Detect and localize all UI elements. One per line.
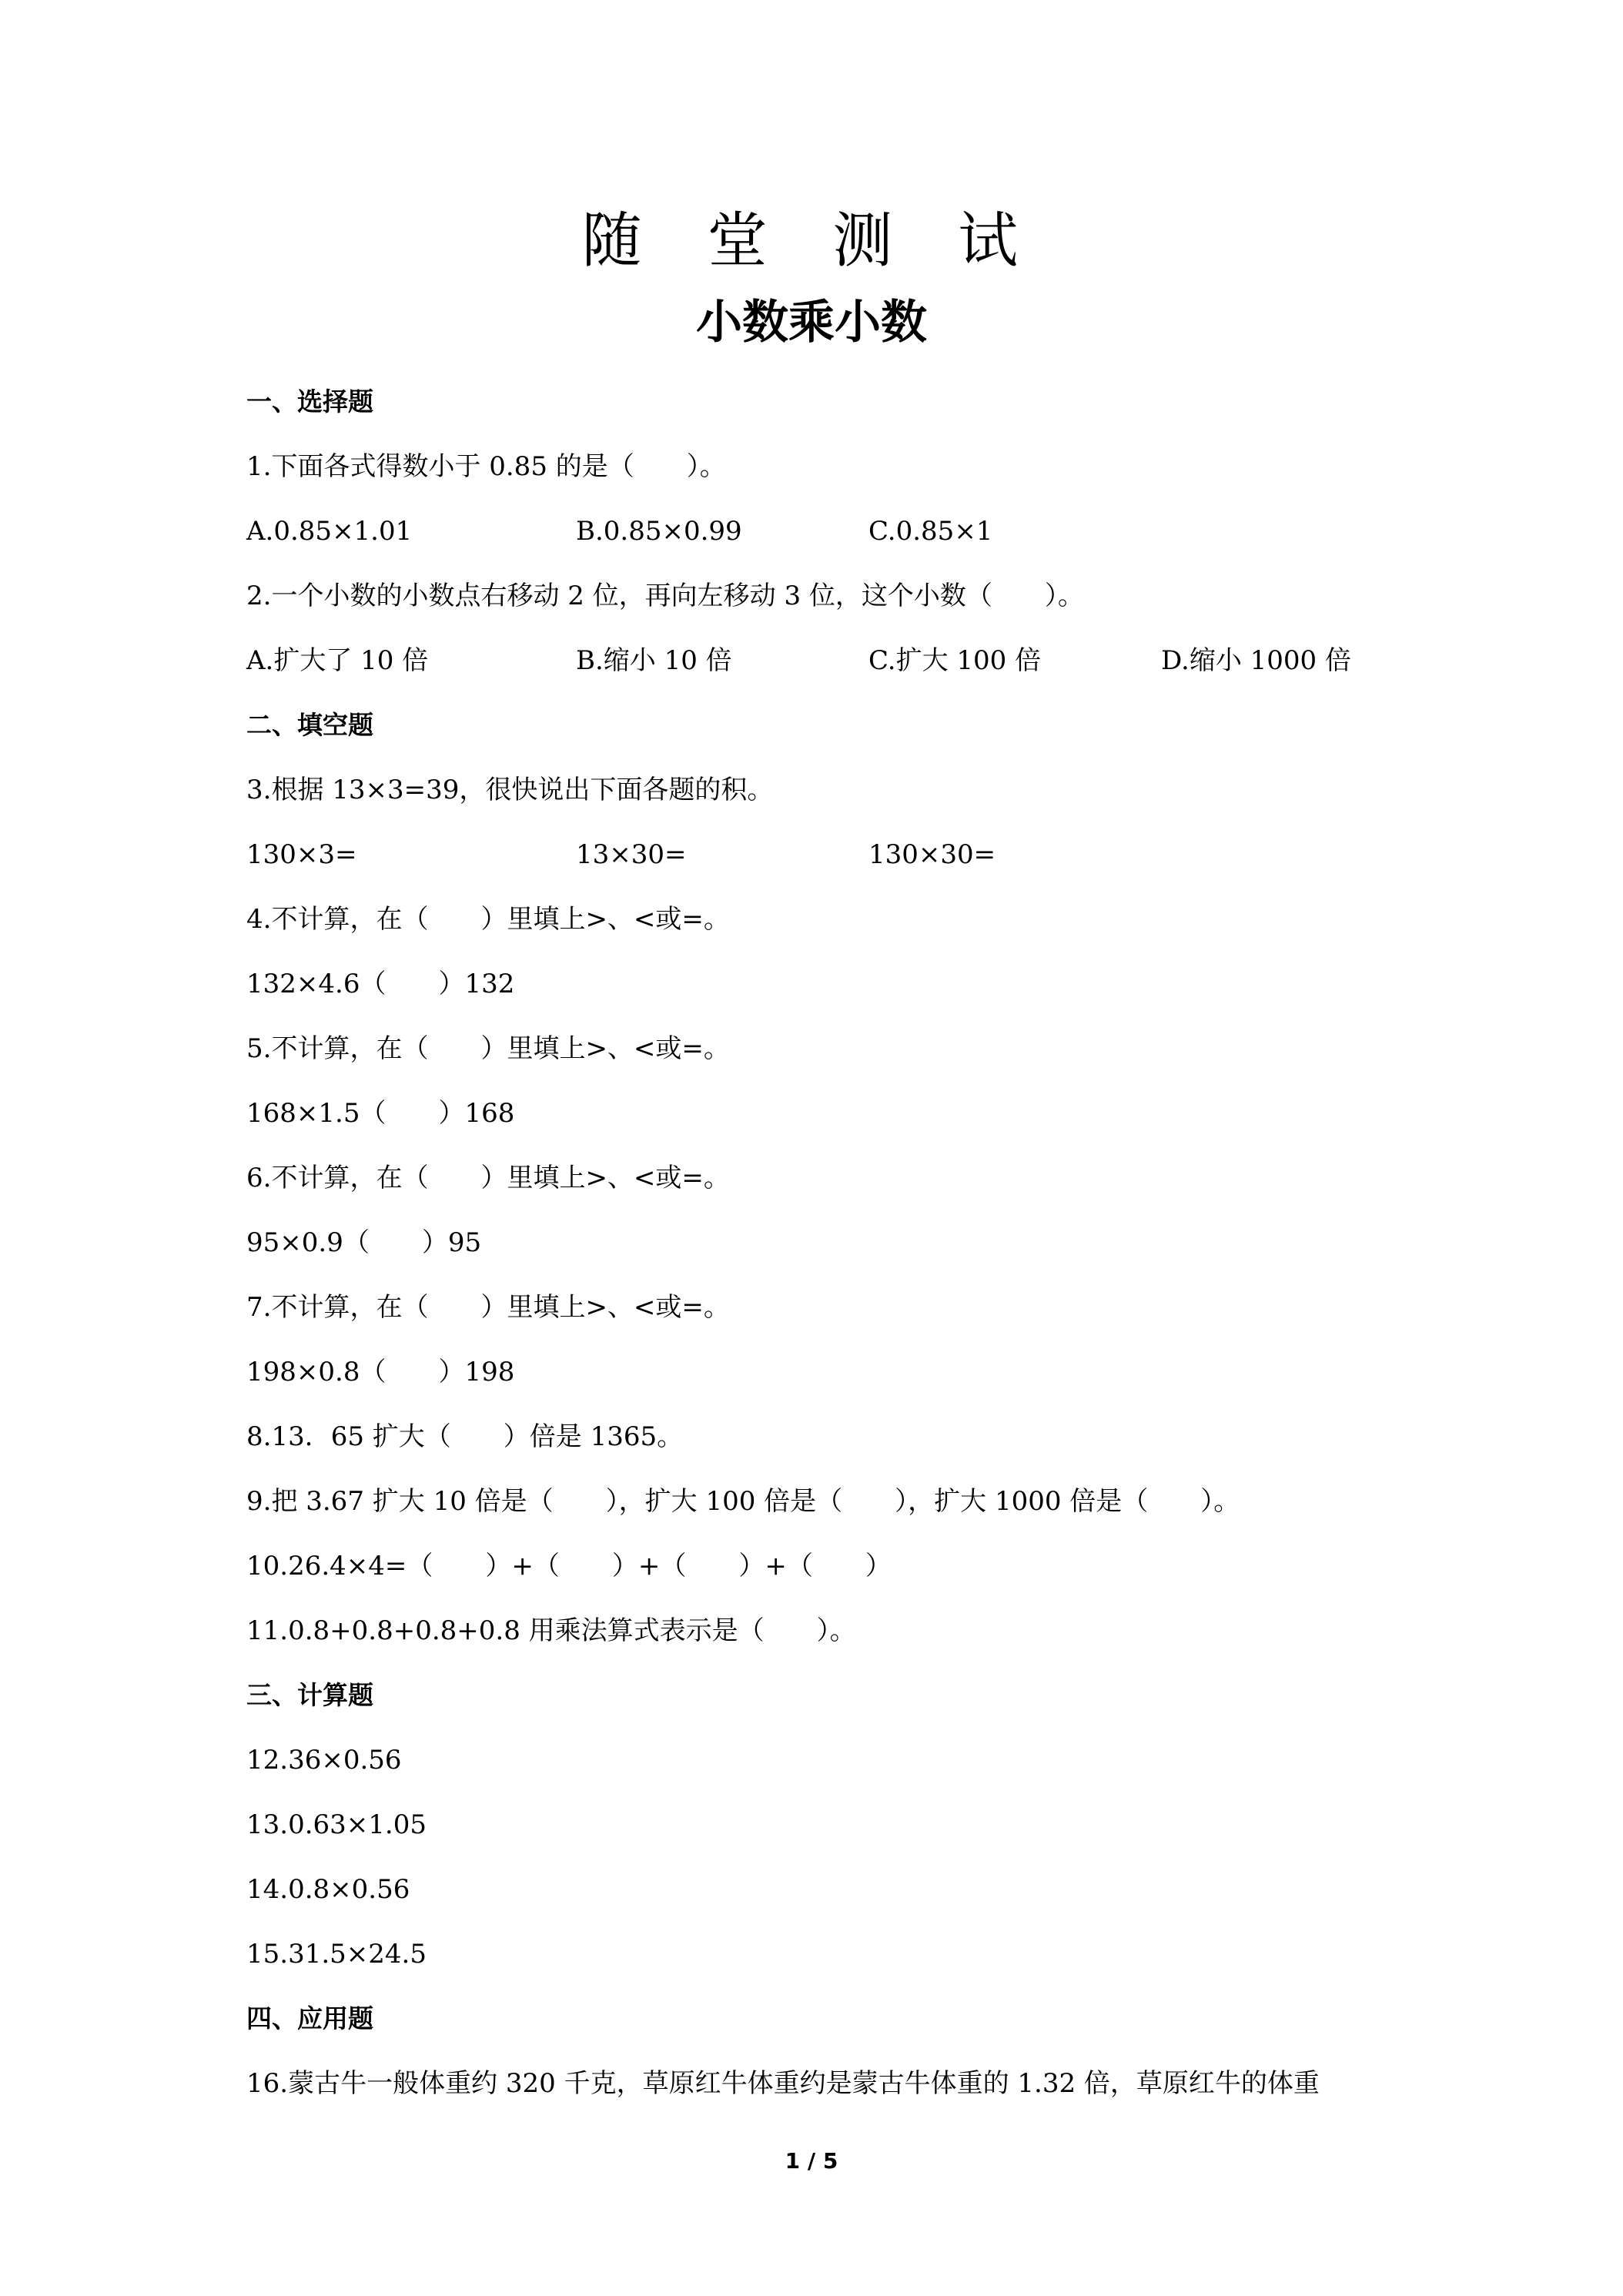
question-3-items (246, 832, 1386, 896)
question-11: 11.0.8+0.8+0.8+0.8 用乘法算式表示是（ ）。 (246, 1615, 856, 1646)
page-number: 1 / 5 (785, 2148, 838, 2174)
question-6: 6.不计算，在（ ）里填上>、<或=。 (246, 1163, 730, 1193)
question-6-expr: 95×0.9（ ）95 (246, 1227, 482, 1258)
option-a: A.0.85×1.01 (246, 516, 413, 547)
option-c: C.0.85×1 (868, 516, 993, 547)
question-7-expr: 198×0.8（ ）198 (246, 1357, 515, 1387)
question-3: 3.根据 13×3=39，很快说出下面各题的积。 (246, 775, 774, 805)
option-c: C.扩大 100 倍 (868, 645, 1042, 676)
question-13: 13.0.63×1.05 (246, 1809, 427, 1840)
question-2: 2.一个小数的小数点右移动 2 位，再向左移动 3 位，这个小数（ ）。 (246, 581, 1084, 611)
section-heading-fill: 二、填空题 (246, 710, 373, 740)
page-subtitle: 小数乘小数 (696, 296, 927, 350)
question-14: 14.0.8×0.56 (246, 1874, 410, 1905)
item-3: 130×30= (868, 839, 996, 870)
question-1-options (246, 508, 1386, 573)
option-b: B.0.85×0.99 (576, 516, 742, 547)
question-8: 8.13．65 扩大（ ）倍是 1365。 (246, 1421, 684, 1452)
question-16: 16.蒙古牛一般体重约 320 千克，草原红牛体重约是蒙古牛体重的 1.32 倍，草原红牛的体重 (246, 2068, 1320, 2099)
section-heading-application: 四、应用题 (246, 2003, 373, 2033)
question-10: 10.26.4×4=（ ）+（ ）+（ ）+（ ） (246, 1551, 892, 1581)
question-2-options (246, 638, 1386, 702)
option-d: D.缩小 1000 倍 (1161, 645, 1351, 676)
option-a: A.扩大了 10 倍 (246, 645, 429, 676)
section-heading-calc: 三、计算题 (246, 1680, 373, 1710)
question-5-expr: 168×1.5（ ）168 (246, 1098, 515, 1129)
question-12: 12.36×0.56 (246, 1745, 402, 1776)
question-9: 9.把 3.67 扩大 10 倍是（ ），扩大 100 倍是（ ），扩大 1000 倍是（ ）。 (246, 1486, 1240, 1517)
question-4: 4.不计算，在（ ）里填上>、<或=。 (246, 904, 730, 935)
question-content (246, 379, 1386, 2125)
question-1: 1.下面各式得数小于 0.85 的是（ ）。 (246, 451, 726, 482)
option-b: B.缩小 10 倍 (576, 645, 732, 676)
question-4-expr: 132×4.6（ ）132 (246, 969, 515, 999)
item-2: 13×30= (576, 839, 687, 870)
question-15: 15.31.5×24.5 (246, 1939, 427, 1970)
question-7: 7.不计算，在（ ）里填上>、<或=。 (246, 1292, 730, 1323)
question-5: 5.不计算，在（ ）里填上>、<或=。 (246, 1033, 730, 1064)
item-1: 130×3= (246, 839, 357, 870)
page-title: 随 堂 测 试 (581, 206, 1042, 276)
section-heading-choice: 一、选择题 (246, 387, 373, 417)
